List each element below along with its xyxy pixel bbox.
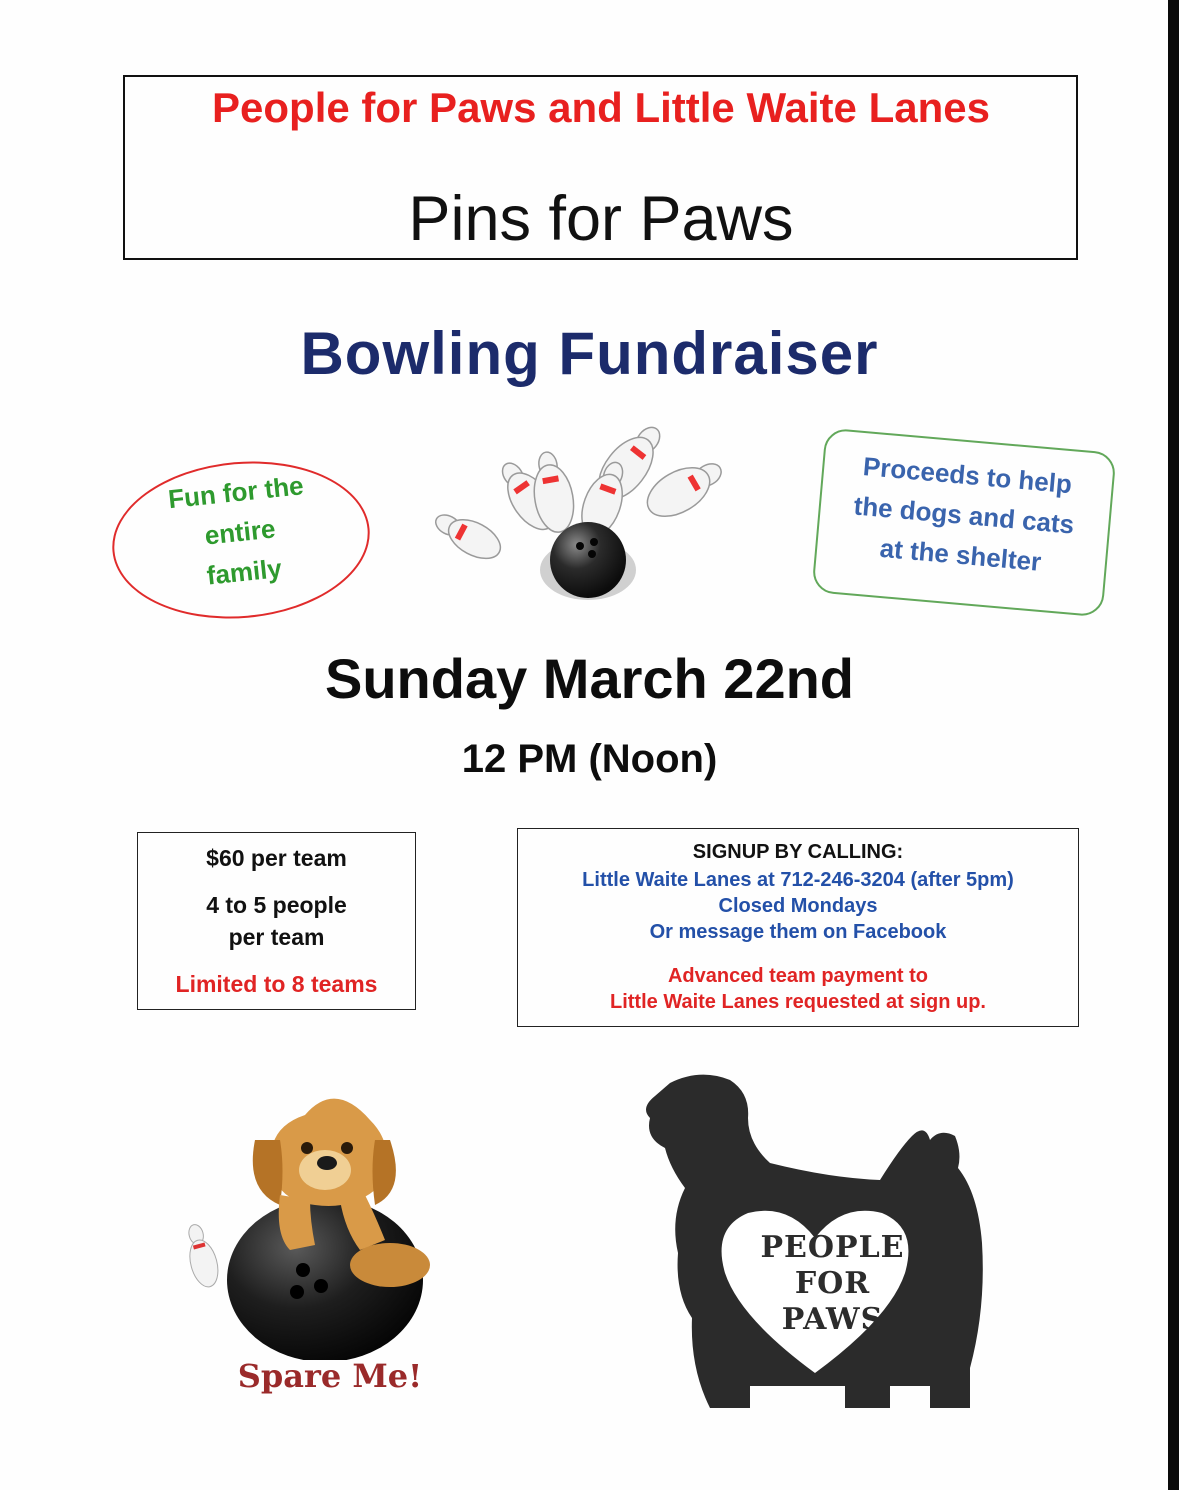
- contact-line: Closed Mondays: [718, 895, 878, 917]
- bowling-ball-icon: [550, 522, 626, 598]
- logo-line: PAWS: [781, 1302, 884, 1337]
- team-size-line: per team: [228, 924, 325, 950]
- proceeds-line: at the shelter: [878, 532, 1043, 577]
- logo-line: PEOPLE: [760, 1230, 905, 1265]
- team-size-line: 4 to 5 people: [206, 892, 347, 918]
- event-date: Sunday March 22nd: [324, 647, 855, 710]
- team-size: [138, 889, 415, 953]
- event-type-heading: Bowling Fundraiser: [300, 320, 879, 387]
- family-line: entire: [203, 513, 277, 551]
- team-limit: Limited to 8 teams: [175, 971, 378, 997]
- puppy-caption: Spare Me!: [237, 1357, 423, 1395]
- organizers-heading: People for Paws and Little Waite Lanes: [212, 84, 990, 131]
- contact-line: Or message them on Facebook: [649, 921, 947, 943]
- family-line: family: [205, 552, 284, 591]
- proceeds-line: Proceeds to help: [861, 451, 1074, 500]
- family-callout-text: [124, 461, 355, 603]
- logo-line: FOR: [794, 1266, 871, 1301]
- family-line: Fun for the: [166, 470, 305, 515]
- payment-line: Advanced team payment to: [667, 965, 929, 987]
- bowling-pins-icon: [408, 420, 768, 605]
- payment-note: [518, 963, 1078, 1015]
- payment-line: Little Waite Lanes requested at sign up.: [610, 991, 986, 1013]
- signup-heading: SIGNUP BY CALLING:: [692, 841, 904, 863]
- puppy-icon: [185, 1060, 475, 1360]
- proceeds-line: the dogs and cats: [852, 490, 1076, 540]
- logo-text: [700, 1230, 965, 1338]
- team-price: $60 per team: [206, 845, 347, 871]
- event-time: 12 PM (Noon): [461, 737, 718, 781]
- contact-line: Little Waite Lanes at 712-246-3204 (after 5pm): [582, 869, 1014, 891]
- signup-box: [517, 828, 1079, 1027]
- cost-box: [137, 832, 416, 1010]
- proceeds-callout-text: [823, 443, 1104, 586]
- signup-contact: [518, 867, 1078, 945]
- event-title: Pins for Paws: [408, 184, 794, 254]
